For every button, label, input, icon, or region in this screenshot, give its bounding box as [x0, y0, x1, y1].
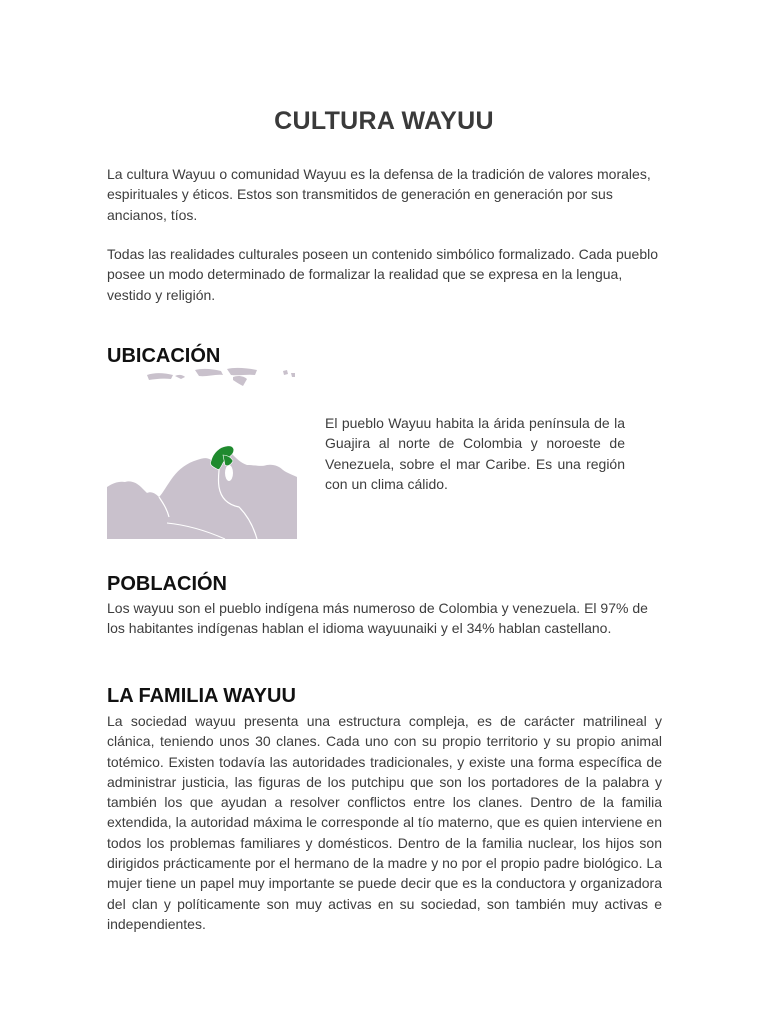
map-island-lesser-antilles-2 [291, 373, 295, 377]
ubicacion-paragraph: El pueblo Wayuu habita la árida península de la Guajira al norte de Colombia y noroeste de Venezuela, sobre el mar Caribe. Es una región con un clima cálido. [325, 415, 625, 492]
familia-paragraph: La sociedad wayuu presenta una estructura compleja, es de carácter matrilineal y clánica, teniendo unos 30 clanes. Cada uno con su propio territorio y su propio animal totémico. Existen todavía las autoridades tradicionales, y existe una forma específica de administrar justicia, las figuras de los putchipu que son los portadores de la palabra y también los que ayudan a resolver conflictos entre los clanes. Dentro de la familia extendida, la autoridad máxima le corresponde al tío materno, que es quien interviene en todos los problemas familiares y domésticos. Dentro de la familia nuclear, los hijos son dirigidos prácticamente por el hermano de la madre y no por el propio padre biológico. La mujer tiene un papel muy importante se puede decir que es la conductora y organizadora del clan y políticamente son muy activas en su sociedad, son también muy activas e independientes. [107, 713, 662, 932]
map-island-puerto-rico [233, 376, 247, 386]
map-island-jamaica [175, 375, 185, 379]
poblacion-heading: POBLACIÓN [107, 573, 227, 595]
map-caribbean-islands [147, 368, 295, 386]
intro-paragraph-2: Todas las realidades culturales poseen un contenido simbólico formalizado. Cada pueblo posee un modo determinado de formalizar la realidad que se expresa en la lengua, vestido y religión. [107, 246, 659, 303]
map-island-hispaniola-east [227, 368, 257, 375]
poblacion-paragraph: Los wayuu son el pueblo indígena más numeroso de Colombia y venezuela. El 97% de los habitantes indígenas hablan el idioma wayuunaiki y el 34% hablan castellano. [107, 600, 648, 637]
map-land-south-america [107, 450, 297, 539]
intro-paragraph-1: La cultura Wayuu o comunidad Wayuu es la defensa de la tradición de valores morales, espirituales y éticos. Estos son transmitidos de generación en generación por sus ancianos, tíos. [107, 166, 651, 223]
map-island-hispaniola [195, 369, 223, 376]
ubicacion-heading: UBICACIÓN [107, 345, 221, 367]
familia-heading: LA FAMILIA WAYUU [107, 685, 296, 707]
page-title: CULTURA WAYUU [274, 106, 494, 135]
map-lake-maracaibo [225, 465, 233, 481]
map-island-lesser-antilles [283, 370, 288, 375]
location-map [107, 365, 297, 539]
map-island-cuba [147, 373, 173, 380]
